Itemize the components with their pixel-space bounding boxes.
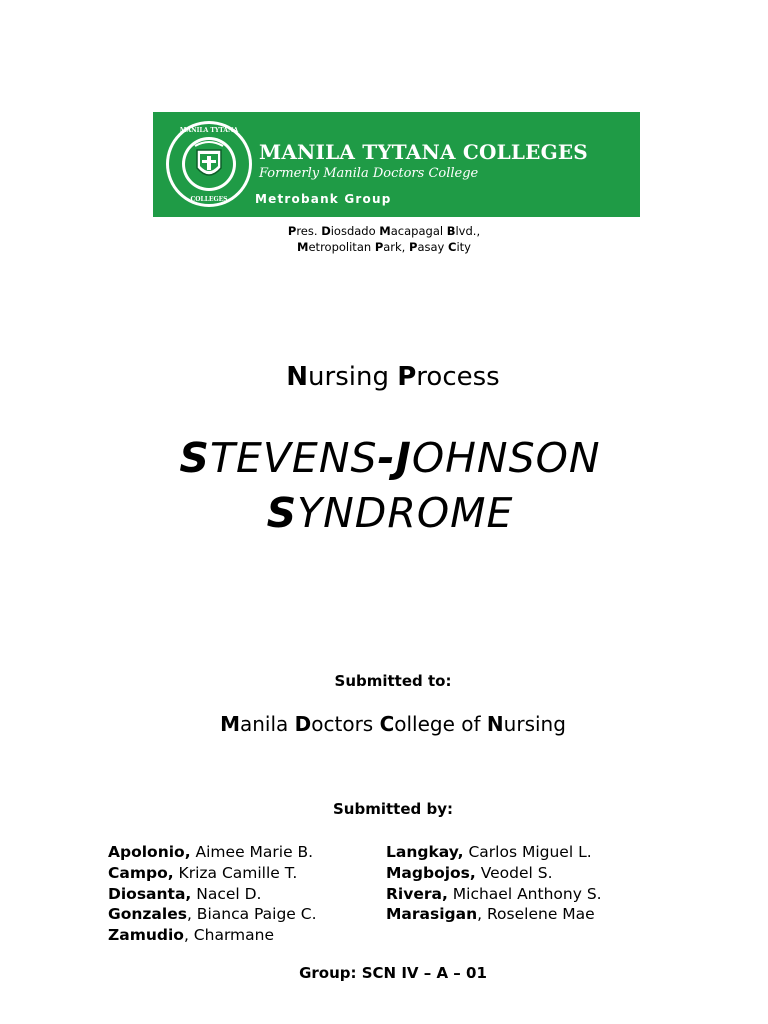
member-first-name: Kriza Camille T. bbox=[173, 863, 298, 882]
member-first-name: , Roselene Mae bbox=[477, 905, 595, 924]
text-run: rocess bbox=[416, 362, 500, 392]
member-name bbox=[386, 842, 602, 863]
bold-initial: P bbox=[397, 362, 417, 392]
bold-initial: P bbox=[374, 240, 384, 254]
banner-subtitle: Formerly Manila Doctors College bbox=[259, 166, 479, 181]
text-run: ursing bbox=[503, 712, 566, 736]
college-seal-icon bbox=[165, 120, 253, 208]
text-run: anila bbox=[239, 712, 295, 736]
member-last-name: Marasigan bbox=[386, 905, 478, 924]
bold-initial: B bbox=[446, 224, 456, 238]
member-last-name: Diosanta, bbox=[108, 884, 192, 903]
text-run: TEVENS bbox=[209, 434, 378, 482]
member-first-name: , Bianca Paige C. bbox=[186, 905, 317, 924]
text-run: ollege of bbox=[394, 712, 487, 736]
text-run: YNDROME bbox=[297, 489, 514, 537]
member-name bbox=[386, 904, 602, 925]
group-label: Group: SCN IV – A – 01 bbox=[299, 964, 487, 982]
member-name bbox=[108, 904, 317, 925]
college-logo-banner bbox=[153, 112, 640, 217]
bold-initial: N bbox=[286, 362, 309, 392]
recipient-college bbox=[0, 712, 768, 736]
member-name bbox=[386, 884, 602, 905]
text-run: iosdado bbox=[330, 224, 380, 238]
bold-initial: D bbox=[294, 712, 312, 736]
text-run: etropolitan bbox=[308, 240, 375, 254]
document-title-line-1 bbox=[0, 434, 768, 482]
text-run: lvd., bbox=[455, 224, 481, 238]
svg-text:COLLEGES: COLLEGES bbox=[190, 196, 228, 203]
member-name bbox=[386, 863, 602, 884]
member-last-name: Rivera, bbox=[386, 884, 448, 903]
submitted-to-label: Submitted to: bbox=[334, 672, 452, 690]
bold-initial: N bbox=[486, 712, 504, 736]
banner-group: Metrobank Group bbox=[255, 192, 392, 206]
member-name bbox=[108, 884, 317, 905]
document-type bbox=[0, 362, 768, 392]
bold-initial: M bbox=[220, 712, 240, 736]
bold-initial: C bbox=[447, 240, 457, 254]
members-right-column bbox=[386, 842, 602, 925]
address-line-1 bbox=[0, 224, 768, 238]
member-last-name: Langkay, bbox=[386, 843, 464, 861]
bold-initial: P bbox=[287, 224, 297, 238]
text-run: asay bbox=[417, 240, 448, 254]
bold-initial: M bbox=[379, 224, 391, 238]
member-first-name: Aimee Marie B. bbox=[190, 843, 314, 861]
bold-initial: S bbox=[266, 489, 298, 537]
text-run: octors bbox=[311, 712, 380, 736]
member-last-name: Gonzales bbox=[108, 905, 187, 924]
document-title-line-2 bbox=[0, 489, 768, 537]
text-run: acapagal bbox=[390, 224, 447, 238]
member-first-name: Michael Anthony S. bbox=[447, 884, 602, 903]
address-line-2 bbox=[0, 240, 768, 254]
text-run: ark, bbox=[383, 240, 409, 254]
member-last-name: Campo, bbox=[108, 863, 174, 882]
member-name bbox=[108, 842, 317, 863]
text-run: res. bbox=[296, 224, 322, 238]
bold-initial: -J bbox=[377, 434, 412, 482]
member-name bbox=[108, 863, 317, 884]
member-first-name: Veodel S. bbox=[475, 863, 553, 882]
member-name bbox=[108, 925, 317, 946]
member-first-name: , Charmane bbox=[183, 926, 275, 945]
bold-initial: S bbox=[179, 434, 210, 482]
bold-initial: C bbox=[379, 712, 395, 736]
members-left-column bbox=[108, 842, 317, 946]
member-last-name: Apolonio, bbox=[108, 843, 191, 861]
svg-text:MANILA TYTANA: MANILA TYTANA bbox=[179, 127, 239, 134]
member-first-name: Nacel D. bbox=[191, 884, 262, 903]
member-first-name: Carlos Miguel L. bbox=[463, 843, 592, 861]
text-run: ursing bbox=[308, 362, 398, 392]
bold-initial: D bbox=[321, 224, 331, 238]
member-last-name: Zamudio bbox=[108, 926, 184, 945]
member-last-name: Magbojos, bbox=[386, 863, 476, 882]
bold-initial: P bbox=[409, 240, 418, 254]
submitted-by-label: Submitted by: bbox=[333, 800, 453, 818]
banner-title: MANILA TYTANA COLLEGES bbox=[259, 140, 588, 164]
bold-initial: M bbox=[297, 240, 309, 254]
text-run: OHNSON bbox=[411, 434, 601, 482]
text-run: ity bbox=[456, 240, 471, 254]
